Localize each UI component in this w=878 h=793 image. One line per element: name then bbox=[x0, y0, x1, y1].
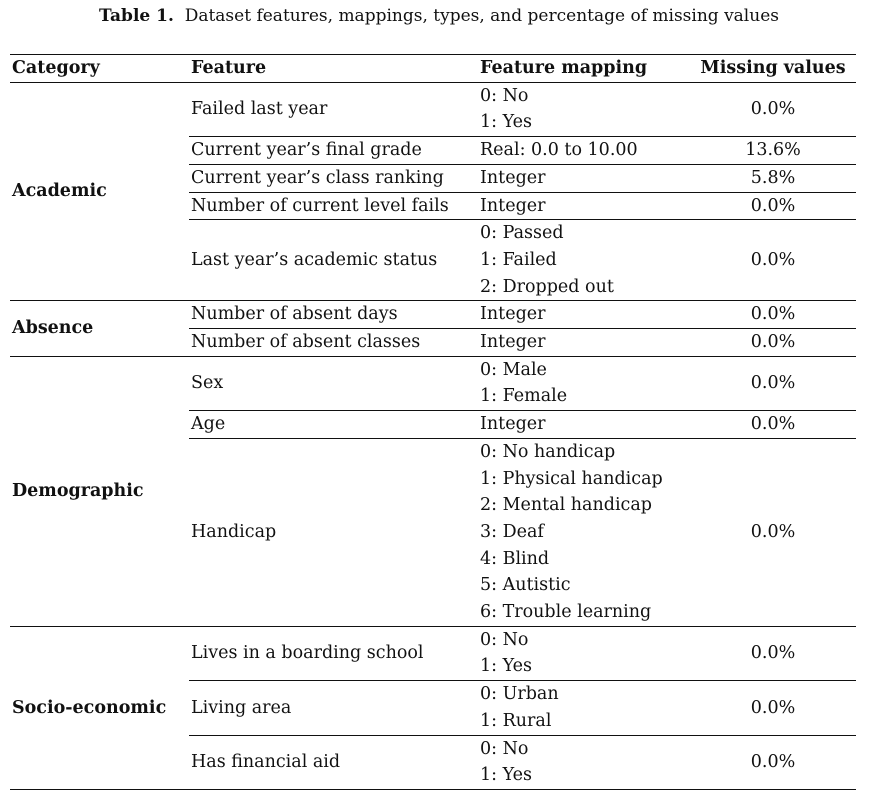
mapping-cell bbox=[478, 735, 688, 789]
mapping-line: 6: Trouble learning bbox=[480, 602, 652, 623]
feature-cell: Current year’s final grade bbox=[191, 140, 422, 161]
mapping-line: 1: Yes bbox=[480, 656, 532, 677]
feature-cell: Handicap bbox=[191, 521, 277, 542]
mapping-line: 0: No bbox=[480, 738, 529, 759]
missing-value-cell: 0.0% bbox=[750, 332, 796, 353]
category-cell: Socio-economic bbox=[10, 626, 189, 789]
missing-value-cell: 0.0% bbox=[750, 373, 796, 394]
mapping-line: Integer bbox=[480, 167, 546, 188]
dataset-features-table bbox=[10, 54, 856, 790]
mapping-cell bbox=[478, 356, 688, 410]
mapping-cell bbox=[478, 411, 688, 439]
mapping-cell bbox=[478, 164, 688, 192]
mapping-line: 2: Mental handicap bbox=[480, 495, 652, 516]
feature-cell: Number of absent classes bbox=[191, 332, 421, 353]
mapping-line: 3: Deaf bbox=[480, 521, 544, 542]
missing-value-cell: 0.0% bbox=[750, 99, 796, 120]
feature-cell: Number of absent days bbox=[191, 304, 398, 325]
header-category: Category bbox=[12, 58, 100, 78]
mapping-line: Integer bbox=[480, 332, 546, 353]
mapping-line: 0: Urban bbox=[480, 684, 559, 705]
category-cell: Demographic bbox=[10, 356, 189, 626]
feature-cell: Current year’s class ranking bbox=[191, 167, 444, 188]
missing-value-cell: 0.0% bbox=[750, 414, 796, 435]
feature-cell: Age bbox=[191, 414, 226, 435]
header-feature: Feature bbox=[191, 58, 267, 78]
mapping-line: 1: Rural bbox=[480, 710, 552, 731]
missing-value-cell: 0.0% bbox=[750, 521, 796, 542]
category-cell: Academic bbox=[10, 82, 189, 301]
mapping-cell bbox=[478, 329, 688, 357]
table-row bbox=[10, 356, 856, 410]
missing-value-cell: 0.0% bbox=[750, 195, 796, 216]
mapping-line: 0: No bbox=[480, 85, 529, 106]
feature-cell: Failed last year bbox=[191, 99, 328, 120]
table-caption bbox=[0, 5, 878, 27]
mapping-line: Integer bbox=[480, 414, 546, 435]
mapping-line: 2: Dropped out bbox=[480, 276, 614, 297]
feature-cell: Living area bbox=[191, 697, 292, 718]
feature-cell: Last year’s academic status bbox=[191, 249, 438, 270]
mapping-cell bbox=[478, 220, 688, 301]
header-row bbox=[10, 55, 856, 83]
mapping-line: 1: Physical handicap bbox=[480, 468, 663, 489]
mapping-line: 1: Yes bbox=[480, 112, 532, 133]
missing-value-cell: 13.6% bbox=[745, 140, 801, 161]
mapping-line: 1: Failed bbox=[480, 249, 557, 270]
mapping-cell bbox=[478, 137, 688, 165]
header-missing: Missing values bbox=[700, 58, 846, 78]
mapping-cell bbox=[478, 82, 688, 136]
table-row bbox=[10, 626, 856, 680]
caption-label: Table 1. bbox=[99, 6, 174, 26]
missing-value-cell: 5.8% bbox=[750, 167, 796, 188]
mapping-line: 4: Blind bbox=[480, 548, 550, 569]
mapping-cell bbox=[478, 438, 688, 626]
mapping-line: 0: No bbox=[480, 629, 529, 650]
mapping-line: 0: Passed bbox=[480, 223, 564, 244]
mapping-cell bbox=[478, 681, 688, 735]
mapping-cell bbox=[478, 192, 688, 220]
table-body bbox=[10, 82, 856, 789]
feature-cell: Lives in a boarding school bbox=[191, 643, 424, 664]
mapping-line: Real: 0.0 to 10.00 bbox=[480, 140, 638, 161]
missing-value-cell: 0.0% bbox=[750, 249, 796, 270]
header-mapping: Feature mapping bbox=[480, 58, 648, 78]
table-row bbox=[10, 301, 856, 329]
missing-value-cell: 0.0% bbox=[750, 304, 796, 325]
mapping-cell bbox=[478, 301, 688, 329]
mapping-line: 1: Female bbox=[480, 386, 568, 407]
feature-cell: Sex bbox=[191, 373, 224, 394]
table-row bbox=[10, 82, 856, 136]
caption-text: Dataset features, mappings, types, and percentage of missing values bbox=[184, 6, 779, 26]
mapping-line: Integer bbox=[480, 304, 546, 325]
missing-value-cell: 0.0% bbox=[750, 697, 796, 718]
mapping-line: Integer bbox=[480, 195, 546, 216]
category-cell: Absence bbox=[10, 301, 189, 356]
missing-value-cell: 0.0% bbox=[750, 751, 796, 772]
feature-cell: Number of current level fails bbox=[191, 195, 449, 216]
missing-value-cell: 0.0% bbox=[750, 643, 796, 664]
mapping-line: 5: Autistic bbox=[480, 575, 571, 596]
mapping-line: 0: No handicap bbox=[480, 441, 616, 462]
mapping-line: 1: Yes bbox=[480, 765, 532, 786]
mapping-cell bbox=[478, 626, 688, 680]
mapping-line: 0: Male bbox=[480, 359, 547, 380]
feature-cell: Has financial aid bbox=[191, 751, 341, 772]
